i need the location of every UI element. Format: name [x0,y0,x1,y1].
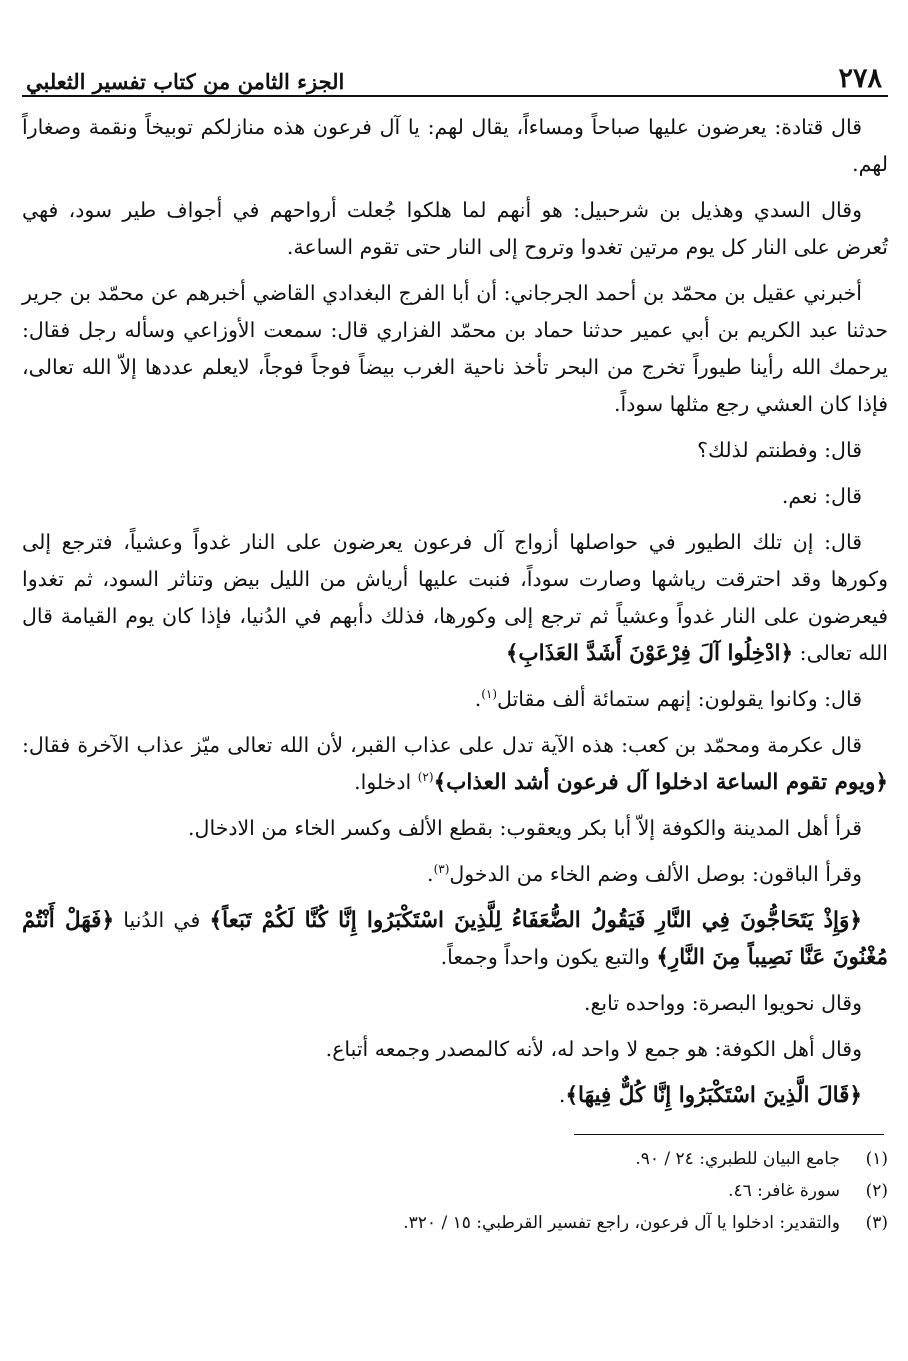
body-text [22,109,888,1114]
footnotes [22,1143,888,1239]
quran-verse: ﴿وَإِذْ يَتَحَاجُّونَ فِي النَّارِ فَيَقُولُ الضُّعَفَاءُ لِلَّذِينَ اسْتَكْبَرُوا إِنَّا كُنَّا لَكُمْ تَبَعاً﴾ [209,908,862,933]
quran-verse: ﴿قَالَ الَّذِينَ اسْتَكْبَرُوا إِنَّا كُلٌّ فِيهَا﴾ [565,1083,862,1108]
paragraph: وقال نحويوا البصرة: وواحده تابع. [583,991,862,1015]
paragraph [22,524,888,672]
footnote-ref[interactable]: (١) [481,687,498,702]
paragraph-text: قال: وكانوا يقولون: إنهم ستمائة ألف مقاتل [497,687,862,711]
paragraph-text: ادخلوا. [354,770,412,794]
paragraph: قال قتادة: يعرضون عليها صباحاً ومساءاً، يقال لهم: يا آل فرعون هذه منازلكم توبيخاً ونقمة وصغاراً لهم. [22,115,888,176]
page-number: ٢٧٨ [838,63,882,94]
footnote-number: (٢) [865,1181,888,1201]
running-title: الجزء الثامن من كتاب تفسير الثعلبي [26,69,345,94]
paragraph: قال: نعم. [781,484,862,508]
quran-verse: ﴿ويوم تقوم الساعة ادخلوا آل فرعون أشد العذاب﴾ [433,770,888,795]
paragraph: وقرأ الباقون: بوصل الألف وضم الخاء من الدخول$^{(٣)}$. [427,862,862,886]
footnote-text: سورة غافر: ٤٦. [728,1181,840,1201]
quran-verse: ﴿ادْخِلُوا آلَ فِرْعَوْنَ أَشَدَّ العَذَابِ﴾ [505,641,794,666]
paragraph-text: وقرأ الباقون: بوصل الألف وضم الخاء من الدخول [449,862,862,886]
footnote-text: جامع البيان للطبري: ٢٤ / ٩٠. [635,1149,840,1169]
footnote [22,1207,888,1239]
footnote-number: (٣) [865,1213,888,1233]
paragraph-text: والتبع يكون واحداً وجمعاً. [440,945,650,969]
footnote-text: والتقدير: ادخلوا يا آل فرعون، راجع تفسير القرطبي: ١٥ / ٣٢٠. [403,1213,840,1233]
footnote-ref[interactable]: (٣) [433,862,450,877]
paragraph: قال: وفطنتم لذلك؟ [697,438,862,462]
paragraph: أخبرني عقيل بن محمّد بن أحمد الجرجاني: أن أبا الفرج البغدادي القاضي أخبرهم عن محمّد بن جرير حدثنا عبد الكريم بن أبي عمير حدثنا حماد بن محمّد الفزاري قال: سمعت الأوزاعي وسأله رجل فقال: يرحمك الله رأينا طيوراً تخرج من البحر تأخذ ناحية الغرب بيضاً فوجاً فوجاً، لايعلم عددها إلاّ الله تعالى، فإذا كان العشي رجع مثلها سوداً. [22,281,888,416]
header-rule [22,95,888,97]
footnote-rule [574,1134,884,1135]
paragraph-text: قال عكرمة ومحمّد بن كعب: هذه الآية تدل على عذاب القبر، لأن الله تعالى ميّز عذاب الآخرة فقال: [22,733,862,757]
paragraph-text: قال: إن تلك الطيور في حواصلها أزواج آل فرعون يعرضون على النار غدواً وعشياً، فترجع إلى وكورها وقد احترقت رياشها وصارت سوداً، فنبت عليها أرياش من الليل بيض وتناثر السود، ثم تغدوا فيعرضون على النار غدواً وعشياً ثم ترجع إلى وكورها، فذلك دأبهم في الدُنيا، فإذا كان يوم القيامة قال الله تعالى: [22,530,888,665]
paragraph: وقال أهل الكوفة: هو جمع لا واحد له، لأنه كالمصدر وجمعه أتباع. [325,1037,862,1061]
paragraph [22,727,888,801]
paragraph: وقال السدي وهذيل بن شرحبيل: هو أنهم لما هلكوا جُعلت أرواحهم في أجواف طير سود، فهي تُعرض على النار كل يوم مرتين تغدوا وتروح إلى النار حتى تقوم الساعة. [22,198,888,259]
paragraph: ﴿قَالَ الَّذِينَ اسْتَكْبَرُوا إِنَّا كُلٌّ فِيهَا﴾. [558,1083,862,1108]
paragraph [22,902,888,976]
page-header [22,40,888,92]
footnote-ref[interactable]: (٢) [417,770,434,785]
paragraph: قرأ أهل المدينة والكوفة إلاّ أبا بكر ويعقوب: بقطع الألف وكسر الخاء من الادخال. [188,816,862,840]
footnote [22,1143,888,1175]
quran-verse: ﴿فَهَلْ أَنْتُمْ مُغْنُونَ عَنَّا نَصِيباً مِنَ النَّارِ﴾ [22,908,888,970]
paragraph-text: في الدُنيا [123,908,201,932]
footnote [22,1175,888,1207]
paragraph: قال: وكانوا يقولون: إنهم ستمائة ألف مقاتل$^{(١)}$. [474,687,862,711]
footnote-number: (١) [865,1149,888,1169]
